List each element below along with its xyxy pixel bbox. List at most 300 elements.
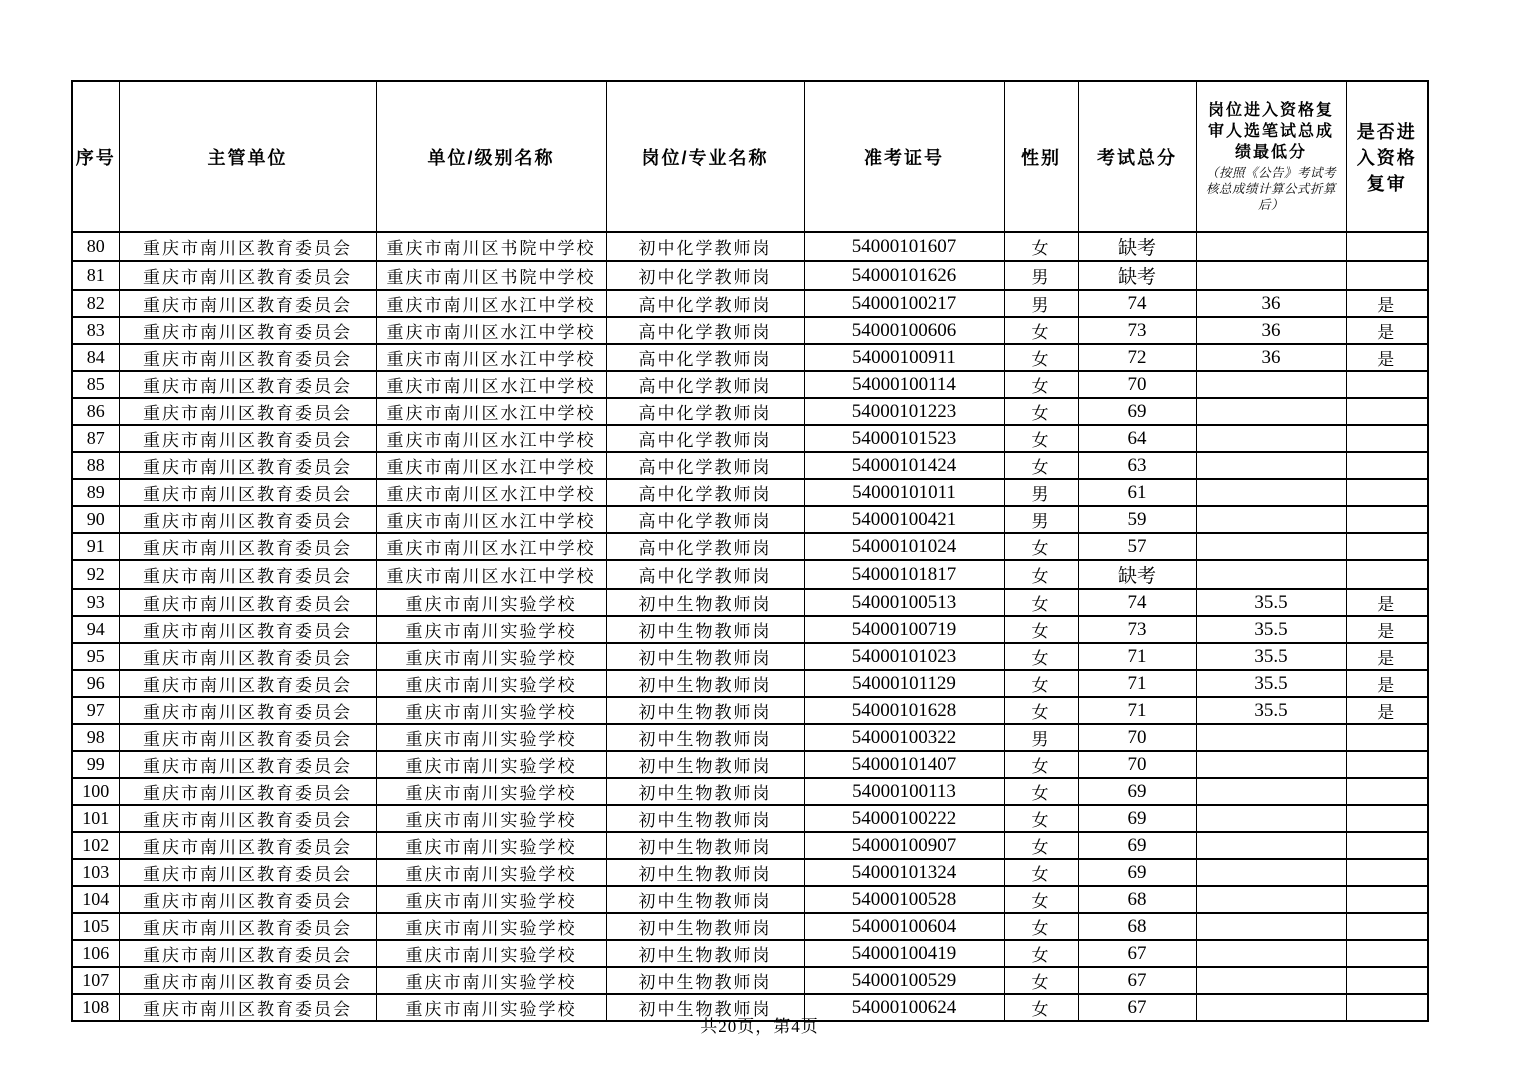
cell-min-score (1196, 560, 1346, 589)
cell-ticket-number: 54000101523 (804, 425, 1004, 452)
cell-supervising-unit: 重庆市南川区教育委员会 (119, 261, 376, 290)
cell-position-name: 高中化学教师岗 (606, 533, 804, 560)
cell-index: 102 (72, 832, 119, 859)
cell-unit-level-name: 重庆市南川实验学校 (376, 913, 606, 940)
cell-gender: 女 (1004, 778, 1078, 805)
cell-index: 91 (72, 533, 119, 560)
table-row (72, 616, 1428, 643)
cell-total-score: 67 (1078, 940, 1196, 967)
cell-gender: 女 (1004, 940, 1078, 967)
cell-total-score: 71 (1078, 670, 1196, 697)
cell-min-score (1196, 232, 1346, 261)
cell-ticket-number: 54000100911 (804, 344, 1004, 371)
cell-total-score: 57 (1078, 533, 1196, 560)
cell-ticket-number: 54000100222 (804, 805, 1004, 832)
table-row (72, 479, 1428, 506)
cell-unit-level-name: 重庆市南川实验学校 (376, 724, 606, 751)
cell-unit-level-name: 重庆市南川区水江中学校 (376, 479, 606, 506)
cell-total-score: 73 (1078, 317, 1196, 344)
cell-ticket-number: 54000101628 (804, 697, 1004, 724)
cell-unit-level-name: 重庆市南川区水江中学校 (376, 371, 606, 398)
cell-index: 97 (72, 697, 119, 724)
table-row (72, 940, 1428, 967)
cell-min-score: 35.5 (1196, 616, 1346, 643)
cell-total-score: 69 (1078, 778, 1196, 805)
cell-index: 100 (72, 778, 119, 805)
cell-review (1346, 506, 1428, 533)
cell-review (1346, 832, 1428, 859)
cell-ticket-number: 54000101626 (804, 261, 1004, 290)
cell-gender: 女 (1004, 670, 1078, 697)
cell-ticket-number: 54000101817 (804, 560, 1004, 589)
cell-index: 94 (72, 616, 119, 643)
cell-review: 是 (1346, 697, 1428, 724)
cell-gender: 女 (1004, 452, 1078, 479)
cell-position-name: 初中生物教师岗 (606, 589, 804, 616)
table-row (72, 913, 1428, 940)
cell-supervising-unit: 重庆市南川区教育委员会 (119, 425, 376, 452)
cell-ticket-number: 54000101129 (804, 670, 1004, 697)
cell-supervising-unit: 重庆市南川区教育委员会 (119, 832, 376, 859)
cell-total-score: 67 (1078, 967, 1196, 994)
cell-review (1346, 778, 1428, 805)
cell-position-name: 高中化学教师岗 (606, 506, 804, 533)
cell-unit-level-name: 重庆市南川区书院中学校 (376, 232, 606, 261)
cell-index: 98 (72, 724, 119, 751)
cell-min-score (1196, 751, 1346, 778)
cell-total-score: 63 (1078, 452, 1196, 479)
cell-min-score: 35.5 (1196, 670, 1346, 697)
cell-index: 90 (72, 506, 119, 533)
cell-gender: 女 (1004, 533, 1078, 560)
cell-min-score: 35.5 (1196, 697, 1346, 724)
cell-position-name: 初中生物教师岗 (606, 913, 804, 940)
table-row (72, 425, 1428, 452)
cell-gender: 女 (1004, 994, 1078, 1021)
cell-total-score: 68 (1078, 913, 1196, 940)
cell-unit-level-name: 重庆市南川实验学校 (376, 589, 606, 616)
cell-index: 84 (72, 344, 119, 371)
cell-position-name: 初中生物教师岗 (606, 751, 804, 778)
cell-position-name: 高中化学教师岗 (606, 452, 804, 479)
cell-unit-level-name: 重庆市南川实验学校 (376, 616, 606, 643)
cell-index: 99 (72, 751, 119, 778)
cell-gender: 男 (1004, 724, 1078, 751)
cell-gender: 女 (1004, 616, 1078, 643)
cell-review (1346, 398, 1428, 425)
cell-total-score: 70 (1078, 371, 1196, 398)
cell-review (1346, 479, 1428, 506)
cell-position-name: 高中化学教师岗 (606, 479, 804, 506)
cell-gender: 女 (1004, 589, 1078, 616)
cell-ticket-number: 54000100528 (804, 886, 1004, 913)
cell-supervising-unit: 重庆市南川区教育委员会 (119, 290, 376, 317)
cell-total-score: 缺考 (1078, 560, 1196, 589)
cell-supervising-unit: 重庆市南川区教育委员会 (119, 751, 376, 778)
cell-gender: 女 (1004, 371, 1078, 398)
cell-total-score: 72 (1078, 344, 1196, 371)
cell-index: 82 (72, 290, 119, 317)
cell-ticket-number: 54000101407 (804, 751, 1004, 778)
cell-unit-level-name: 重庆市南川区水江中学校 (376, 533, 606, 560)
cell-review: 是 (1346, 616, 1428, 643)
table-row (72, 859, 1428, 886)
cell-gender: 女 (1004, 344, 1078, 371)
cell-position-name: 初中生物教师岗 (606, 994, 804, 1021)
cell-min-score: 36 (1196, 344, 1346, 371)
col-header-index: 序号 (72, 81, 119, 232)
cell-unit-level-name: 重庆市南川实验学校 (376, 832, 606, 859)
cell-index: 93 (72, 589, 119, 616)
cell-review (1346, 232, 1428, 261)
cell-ticket-number: 54000100217 (804, 290, 1004, 317)
cell-gender: 女 (1004, 886, 1078, 913)
table-row (72, 805, 1428, 832)
cell-supervising-unit: 重庆市南川区教育委员会 (119, 371, 376, 398)
cell-index: 104 (72, 886, 119, 913)
cell-index: 92 (72, 560, 119, 589)
cell-min-score (1196, 859, 1346, 886)
col-header-gender: 性别 (1004, 81, 1078, 232)
cell-index: 96 (72, 670, 119, 697)
cell-total-score: 61 (1078, 479, 1196, 506)
cell-position-name: 初中生物教师岗 (606, 832, 804, 859)
cell-index: 103 (72, 859, 119, 886)
cell-min-score (1196, 398, 1346, 425)
cell-min-score (1196, 479, 1346, 506)
cell-position-name: 初中生物教师岗 (606, 724, 804, 751)
table-row (72, 886, 1428, 913)
table-row (72, 751, 1428, 778)
cell-min-score (1196, 832, 1346, 859)
cell-total-score: 缺考 (1078, 232, 1196, 261)
table-row (72, 670, 1428, 697)
cell-supervising-unit: 重庆市南川区教育委员会 (119, 533, 376, 560)
cell-min-score (1196, 913, 1346, 940)
cell-review (1346, 805, 1428, 832)
table-row (72, 290, 1428, 317)
cell-total-score: 缺考 (1078, 261, 1196, 290)
cell-total-score: 69 (1078, 398, 1196, 425)
cell-supervising-unit: 重庆市南川区教育委员会 (119, 724, 376, 751)
cell-review (1346, 533, 1428, 560)
cell-ticket-number: 54000100113 (804, 778, 1004, 805)
table-row (72, 506, 1428, 533)
cell-total-score: 71 (1078, 643, 1196, 670)
cell-review (1346, 724, 1428, 751)
table-row (72, 232, 1428, 261)
cell-supervising-unit: 重庆市南川区教育委员会 (119, 616, 376, 643)
cell-ticket-number: 54000100114 (804, 371, 1004, 398)
cell-total-score: 71 (1078, 697, 1196, 724)
table-row (72, 697, 1428, 724)
cell-review (1346, 940, 1428, 967)
table-row (72, 643, 1428, 670)
table-row (72, 560, 1428, 589)
cell-unit-level-name: 重庆市南川区水江中学校 (376, 452, 606, 479)
cell-min-score (1196, 506, 1346, 533)
cell-review (1346, 859, 1428, 886)
cell-index: 81 (72, 261, 119, 290)
cell-position-name: 初中生物教师岗 (606, 643, 804, 670)
cell-supervising-unit: 重庆市南川区教育委员会 (119, 940, 376, 967)
cell-supervising-unit: 重庆市南川区教育委员会 (119, 670, 376, 697)
cell-review (1346, 452, 1428, 479)
cell-index: 108 (72, 994, 119, 1021)
cell-supervising-unit: 重庆市南川区教育委员会 (119, 506, 376, 533)
cell-supervising-unit: 重庆市南川区教育委员会 (119, 643, 376, 670)
cell-unit-level-name: 重庆市南川区水江中学校 (376, 344, 606, 371)
cell-supervising-unit: 重庆市南川区教育委员会 (119, 398, 376, 425)
cell-position-name: 高中化学教师岗 (606, 560, 804, 589)
cell-gender: 男 (1004, 506, 1078, 533)
cell-index: 87 (72, 425, 119, 452)
cell-index: 107 (72, 967, 119, 994)
cell-ticket-number: 54000101011 (804, 479, 1004, 506)
cell-position-name: 高中化学教师岗 (606, 425, 804, 452)
cell-unit-level-name: 重庆市南川实验学校 (376, 859, 606, 886)
cell-supervising-unit: 重庆市南川区教育委员会 (119, 859, 376, 886)
cell-review (1346, 371, 1428, 398)
cell-total-score: 59 (1078, 506, 1196, 533)
cell-ticket-number: 54000101223 (804, 398, 1004, 425)
cell-min-score (1196, 778, 1346, 805)
cell-position-name: 初中生物教师岗 (606, 967, 804, 994)
cell-total-score: 64 (1078, 425, 1196, 452)
cell-gender: 男 (1004, 290, 1078, 317)
table-row (72, 589, 1428, 616)
cell-gender: 女 (1004, 751, 1078, 778)
cell-unit-level-name: 重庆市南川实验学校 (376, 751, 606, 778)
cell-review (1346, 425, 1428, 452)
cell-position-name: 初中化学教师岗 (606, 232, 804, 261)
cell-unit-level-name: 重庆市南川区水江中学校 (376, 290, 606, 317)
cell-position-name: 初中生物教师岗 (606, 859, 804, 886)
cell-ticket-number: 54000100606 (804, 317, 1004, 344)
cell-unit-level-name: 重庆市南川区水江中学校 (376, 317, 606, 344)
table-row (72, 533, 1428, 560)
col-header-unit-level-name: 单位/级别名称 (376, 81, 606, 232)
cell-supervising-unit: 重庆市南川区教育委员会 (119, 344, 376, 371)
cell-index: 86 (72, 398, 119, 425)
table-row (72, 317, 1428, 344)
cell-index: 83 (72, 317, 119, 344)
cell-total-score: 70 (1078, 724, 1196, 751)
col-header-total-score: 考试总分 (1078, 81, 1196, 232)
cell-supervising-unit: 重庆市南川区教育委员会 (119, 967, 376, 994)
cell-gender: 女 (1004, 832, 1078, 859)
cell-index: 101 (72, 805, 119, 832)
cell-unit-level-name: 重庆市南川实验学校 (376, 967, 606, 994)
exam-results-table (71, 80, 1429, 1022)
cell-review (1346, 261, 1428, 290)
cell-ticket-number: 54000100421 (804, 506, 1004, 533)
table-row (72, 452, 1428, 479)
cell-review (1346, 751, 1428, 778)
cell-min-score (1196, 886, 1346, 913)
table-row (72, 261, 1428, 290)
cell-gender: 男 (1004, 479, 1078, 506)
table-row (72, 371, 1428, 398)
cell-ticket-number: 54000100322 (804, 724, 1004, 751)
table-row (72, 344, 1428, 371)
cell-unit-level-name: 重庆市南川实验学校 (376, 670, 606, 697)
cell-index: 89 (72, 479, 119, 506)
cell-supervising-unit: 重庆市南川区教育委员会 (119, 232, 376, 261)
cell-supervising-unit: 重庆市南川区教育委员会 (119, 589, 376, 616)
cell-gender: 女 (1004, 398, 1078, 425)
cell-min-score: 35.5 (1196, 643, 1346, 670)
cell-gender: 女 (1004, 913, 1078, 940)
cell-review (1346, 913, 1428, 940)
cell-position-name: 高中化学教师岗 (606, 371, 804, 398)
cell-review (1346, 886, 1428, 913)
col-header-supervising-unit: 主管单位 (119, 81, 376, 232)
cell-index: 88 (72, 452, 119, 479)
cell-ticket-number: 54000101324 (804, 859, 1004, 886)
cell-ticket-number: 54000100907 (804, 832, 1004, 859)
cell-index: 80 (72, 232, 119, 261)
cell-unit-level-name: 重庆市南川实验学校 (376, 778, 606, 805)
cell-review: 是 (1346, 589, 1428, 616)
cell-position-name: 初中生物教师岗 (606, 616, 804, 643)
col-header-review: 是否进入资格复审 (1346, 81, 1428, 232)
table-row (72, 832, 1428, 859)
cell-gender: 女 (1004, 859, 1078, 886)
cell-gender: 女 (1004, 232, 1078, 261)
cell-position-name: 初中生物教师岗 (606, 940, 804, 967)
cell-ticket-number: 54000100624 (804, 994, 1004, 1021)
cell-ticket-number: 54000100513 (804, 589, 1004, 616)
cell-supervising-unit: 重庆市南川区教育委员会 (119, 452, 376, 479)
col-header-ticket-number: 准考证号 (804, 81, 1004, 232)
cell-gender: 女 (1004, 560, 1078, 589)
cell-gender: 女 (1004, 317, 1078, 344)
cell-total-score: 67 (1078, 994, 1196, 1021)
cell-min-score (1196, 425, 1346, 452)
cell-min-score (1196, 940, 1346, 967)
cell-ticket-number: 54000101424 (804, 452, 1004, 479)
cell-ticket-number: 54000100529 (804, 967, 1004, 994)
cell-supervising-unit: 重庆市南川区教育委员会 (119, 805, 376, 832)
cell-position-name: 初中生物教师岗 (606, 886, 804, 913)
cell-supervising-unit: 重庆市南川区教育委员会 (119, 479, 376, 506)
cell-unit-level-name: 重庆市南川区水江中学校 (376, 398, 606, 425)
cell-unit-level-name: 重庆市南川区水江中学校 (376, 506, 606, 533)
cell-index: 85 (72, 371, 119, 398)
cell-review: 是 (1346, 670, 1428, 697)
cell-total-score: 74 (1078, 589, 1196, 616)
cell-min-score (1196, 261, 1346, 290)
cell-gender: 女 (1004, 967, 1078, 994)
col-header-min-score-note: （按照《公告》考试考核总成绩计算公式折算后） (1205, 166, 1336, 212)
cell-gender: 男 (1004, 261, 1078, 290)
cell-unit-level-name: 重庆市南川实验学校 (376, 643, 606, 670)
cell-ticket-number: 54000101024 (804, 533, 1004, 560)
table-row (72, 778, 1428, 805)
cell-gender: 女 (1004, 643, 1078, 670)
cell-unit-level-name: 重庆市南川实验学校 (376, 697, 606, 724)
cell-total-score: 68 (1078, 886, 1196, 913)
col-header-min-score-title: 岗位进入资格复审人选笔试总成绩最低分 (1207, 102, 1334, 161)
cell-total-score: 69 (1078, 832, 1196, 859)
cell-total-score: 69 (1078, 805, 1196, 832)
cell-min-score (1196, 452, 1346, 479)
cell-gender: 女 (1004, 697, 1078, 724)
table-row (72, 398, 1428, 425)
cell-review (1346, 967, 1428, 994)
cell-ticket-number: 54000101023 (804, 643, 1004, 670)
cell-position-name: 初中生物教师岗 (606, 778, 804, 805)
cell-position-name: 初中生物教师岗 (606, 670, 804, 697)
cell-gender: 女 (1004, 425, 1078, 452)
cell-review: 是 (1346, 290, 1428, 317)
cell-min-score: 35.5 (1196, 589, 1346, 616)
cell-supervising-unit: 重庆市南川区教育委员会 (119, 913, 376, 940)
table-row (72, 724, 1428, 751)
cell-ticket-number: 54000100719 (804, 616, 1004, 643)
cell-review: 是 (1346, 643, 1428, 670)
cell-position-name: 高中化学教师岗 (606, 317, 804, 344)
cell-supervising-unit: 重庆市南川区教育委员会 (119, 886, 376, 913)
col-header-position-name: 岗位/专业名称 (606, 81, 804, 232)
cell-position-name: 初中生物教师岗 (606, 805, 804, 832)
cell-review: 是 (1346, 344, 1428, 371)
cell-min-score: 36 (1196, 290, 1346, 317)
cell-review: 是 (1346, 317, 1428, 344)
cell-position-name: 高中化学教师岗 (606, 398, 804, 425)
table-header (72, 81, 1428, 232)
cell-gender: 女 (1004, 805, 1078, 832)
cell-total-score: 74 (1078, 290, 1196, 317)
cell-review (1346, 560, 1428, 589)
cell-supervising-unit: 重庆市南川区教育委员会 (119, 560, 376, 589)
cell-index: 106 (72, 940, 119, 967)
cell-unit-level-name: 重庆市南川区书院中学校 (376, 261, 606, 290)
cell-unit-level-name: 重庆市南川实验学校 (376, 805, 606, 832)
cell-index: 95 (72, 643, 119, 670)
cell-min-score (1196, 805, 1346, 832)
page-footer: 共20页，第4页 (700, 1017, 819, 1036)
cell-min-score (1196, 967, 1346, 994)
cell-ticket-number: 54000100419 (804, 940, 1004, 967)
cell-min-score: 36 (1196, 317, 1346, 344)
cell-position-name: 高中化学教师岗 (606, 344, 804, 371)
cell-position-name: 初中生物教师岗 (606, 697, 804, 724)
cell-unit-level-name: 重庆市南川实验学校 (376, 886, 606, 913)
cell-unit-level-name: 重庆市南川实验学校 (376, 940, 606, 967)
cell-supervising-unit: 重庆市南川区教育委员会 (119, 778, 376, 805)
cell-total-score: 73 (1078, 616, 1196, 643)
cell-unit-level-name: 重庆市南川区水江中学校 (376, 425, 606, 452)
header-row (72, 81, 1428, 232)
table-row (72, 967, 1428, 994)
cell-supervising-unit: 重庆市南川区教育委员会 (119, 697, 376, 724)
cell-total-score: 70 (1078, 751, 1196, 778)
col-header-min-score (1196, 81, 1346, 232)
cell-ticket-number: 54000101607 (804, 232, 1004, 261)
cell-position-name: 高中化学教师岗 (606, 290, 804, 317)
cell-unit-level-name: 重庆市南川区水江中学校 (376, 560, 606, 589)
cell-min-score (1196, 533, 1346, 560)
cell-supervising-unit: 重庆市南川区教育委员会 (119, 994, 376, 1021)
cell-total-score: 69 (1078, 859, 1196, 886)
cell-ticket-number: 54000100604 (804, 913, 1004, 940)
table-body (72, 232, 1428, 1021)
cell-position-name: 初中化学教师岗 (606, 261, 804, 290)
cell-min-score (1196, 371, 1346, 398)
cell-supervising-unit: 重庆市南川区教育委员会 (119, 317, 376, 344)
